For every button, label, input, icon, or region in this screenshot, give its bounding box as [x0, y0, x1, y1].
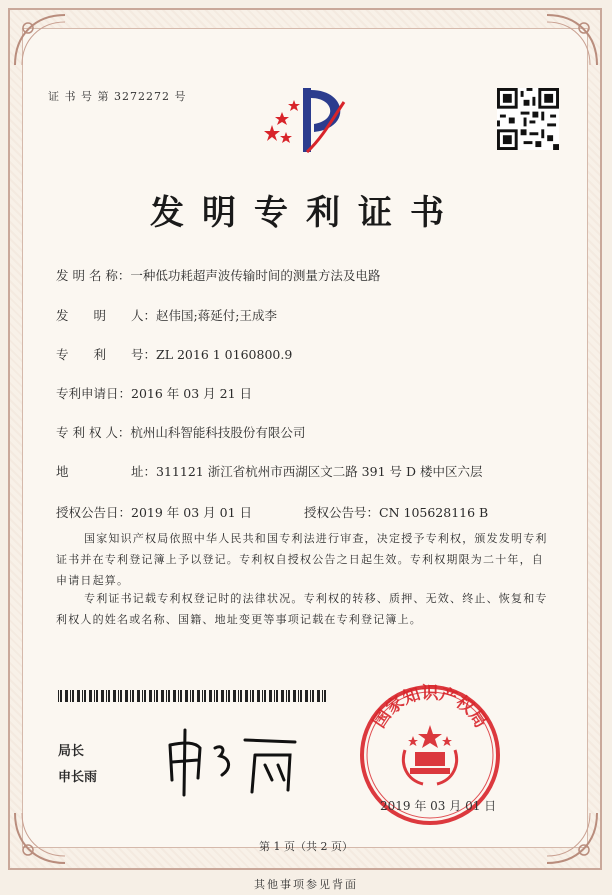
- invention-name-row: [56, 266, 380, 284]
- grant-date-label: 授权公告日：: [56, 505, 132, 520]
- grant-number-value: CN 105628116 B: [379, 505, 489, 520]
- qr-code-icon: [497, 88, 559, 150]
- page-number: 第 1 页（共 2 页）: [259, 840, 353, 853]
- page-title: 发明专利证书: [150, 193, 462, 233]
- filing-date-row: [56, 384, 252, 402]
- grant-number-row: [304, 503, 488, 521]
- address-row: [56, 462, 482, 480]
- filing-date-value: 2016 年 03 月 21 日: [131, 386, 253, 401]
- inventor-label: 发 明 人：: [56, 308, 157, 323]
- grant-statement-paragraph: 国家知识产权局依照中华人民共和国专利法进行审查，决定授予专利权，颁发发明专利证书并在专利登记簿上予以登记。专利权自授权公告之日起生效。专利权期限为二十年，自申请日起算。: [56, 532, 548, 587]
- patent-number-row: [56, 345, 292, 363]
- patent-office-logo-icon: [252, 80, 362, 160]
- footer-note: 其他事项参见背面: [254, 878, 358, 891]
- address-value: 311121 浙江省杭州市西湖区文二路 391 号 D 楼中区六层: [156, 464, 483, 479]
- address-label: 地 址：: [56, 464, 157, 479]
- corner-ornament-icon: [542, 10, 602, 70]
- grant-number-label: 授权公告号：: [304, 505, 380, 520]
- grant-date-row: [56, 503, 252, 521]
- invention-name-value: 一种低功耗超声波传输时间的测量方法及电路: [130, 268, 381, 283]
- director-title: 局长: [58, 744, 85, 759]
- seal-text: 国家知识产权局: [369, 683, 491, 732]
- director-name: 申长雨: [58, 770, 98, 785]
- director-signature: [160, 720, 310, 800]
- corner-ornament-icon: [10, 10, 70, 70]
- legal-status-paragraph: 专利证书记载专利权登记时的法律状况。专利权的转移、质押、无效、终止、恢复和专利权人的姓名或名称、国籍、地址变更等事项记载在专利登记簿上。: [56, 592, 548, 626]
- svg-text:国家知识产权局: [370, 684, 491, 732]
- invention-name-label: 发 明 名 称：: [56, 268, 131, 283]
- barcode-icon: [58, 690, 328, 702]
- inventor-row: [56, 306, 277, 324]
- grant-date-value: 2019 年 03 月 01 日: [131, 505, 253, 520]
- patentee-label: 专 利 权 人：: [56, 425, 131, 440]
- certificate-number: 证 书 号 第 3272272 号: [48, 90, 187, 103]
- patentee-value: 杭州山科智能科技股份有限公司: [130, 425, 306, 440]
- patent-number-label: 专 利 号：: [56, 347, 157, 362]
- inventor-value: 赵伟国;蒋延付;王成李: [156, 308, 277, 323]
- patent-number-value: ZL 2016 1 0160800.9: [156, 347, 293, 362]
- patentee-row: [56, 423, 305, 441]
- filing-date-label: 专利申请日：: [56, 386, 132, 401]
- seal-date: 2019 年 03 月 01 日: [380, 799, 497, 813]
